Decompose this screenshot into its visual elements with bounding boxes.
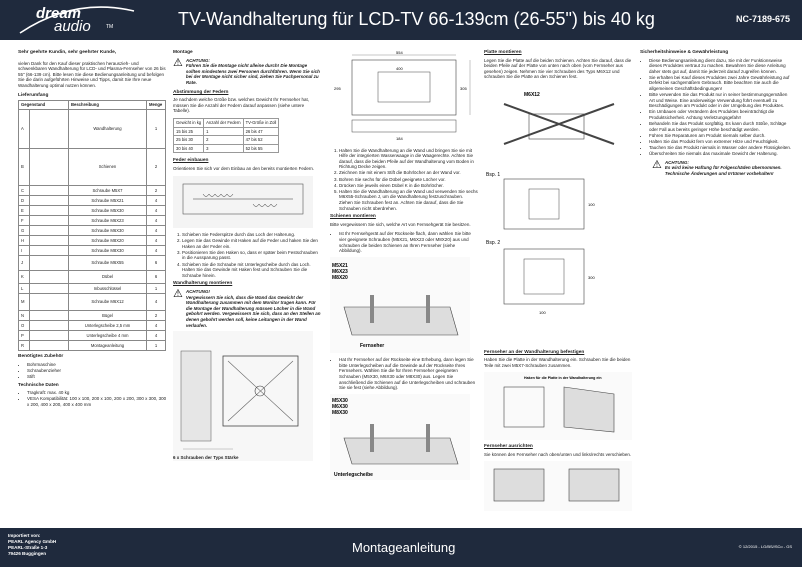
row-key: G [19,226,30,236]
row-qty: 4 [147,226,166,236]
row-desc: Inbusschlüssel [69,284,147,294]
list-item: 1. Halten Sie die Wandhalterung an die Wand und bringen Sie sie mit Hilfe der integrierten Wasserwaage in die Waagerechte. Achten Sie darauf, dass die beiden Pfeile auf der Wandhalterung vom Boden in Richtung Decke zeigen. [339,148,478,170]
row-image [30,149,69,186]
row-desc: Schraube M6X23 [69,216,147,226]
dim-label: 305 [460,86,467,91]
table-row [19,341,166,351]
page-title: TV-Wandhalterung für LCD-TV 66-139cm (26-55") bis 40 kg [178,9,655,29]
figure-label: Fernseher [360,342,385,349]
screw-label: M6X23 [332,268,348,275]
springs-header [174,118,279,127]
row-key: A [19,110,30,149]
delivery-heading: Lieferumfang [18,92,49,98]
col-desc: Beschreibung [69,101,147,110]
dim-label: 300 [588,274,595,280]
column-intro [18,50,168,410]
table-row [19,196,166,206]
table-row [19,149,166,186]
figure-caption: 6 x Schrauben der Typs Stärke [173,454,239,460]
footer-title: Montageanleitung [352,540,456,555]
list-item: 4. Drücken Sie jeweils einen Dübel K in die Bohrlöcher. [339,183,478,189]
cell: 52 bis 55 [243,144,279,153]
list-item: • Hat Ihr Fernseher auf der Rückseite eine Erhebung, dann legen Sie bitte Unterlegscheiben auf die Gewinde auf der Rückseite Ihres Fernsehers. Wählen Sie die für Ihren Fernseher geeigneten Schrauben (M5X30, M6X30 oder M8X30) aus. Legen Sie anschließend die Schienen auf die Unterlegscheiben und schrauben Sie sie fest (siehe Abbildung). [339,357,478,391]
warning-label: ACHTUNG: [664,159,689,165]
warning-icon: ⚠ [652,158,662,171]
springs-text: Je nachdem welche Größe bzw. welches Gewicht Ihr Fernseher hat, müssen Sie die Anzahl der Federn darauf anpassen (siehe untere Tabelle). [173,97,310,114]
table-row [19,236,166,246]
row-desc: Schraube M8X30 [69,246,147,256]
list-item: 3. Positionieren Sie den Haken so, dass er später beim Festschrauben in die Aussparung passt. [182,250,321,261]
list-item: • Sie erhalten bei Kauf dieses Produktes zwei Jahre Gewährleistung auf Defekt bei sachgemäßem Gebrauch. Bitte beachten Sie auch die allgemeinen Geschäftsbedingungen! [649,75,792,92]
warning-label: ACHTUNG! [185,288,210,294]
row-desc: Schraube M8X20 [69,236,147,246]
list-item: • Bitte verwenden Sie das Produkt nur in seiner bestimmungsgemäßen Art und Weise. Eine anderweitige Verwendung führt eventuell zu Beschädigungen am Produkt oder in der Umgebung des Produktes. [649,92,792,109]
example-label: Bsp. 2 [486,239,501,246]
row-image [30,246,69,256]
extras-heading: Benötigtes Zubehör [18,354,64,360]
row-desc: Schraube M5X7 [69,186,147,196]
row-image [30,226,69,236]
wall-heading: Wandhalterung montieren [173,281,233,287]
tv-attach-heading: Fernseher an der Wandhalterung befestigen [484,349,585,355]
table-row [19,331,166,341]
wall-warning [173,289,321,328]
row-qty: 4 [147,196,166,206]
row-qty: 2 [147,311,166,321]
list-item: • Halten Sie das Produkt fern von extremer Hitze und Feuchtigkeit. [649,139,792,145]
table-row [174,144,279,153]
table-row [19,216,166,226]
col-qty: Menge [147,101,166,110]
row-qty: 1 [147,110,166,149]
row-key: B [19,149,30,186]
list-item: 5. Halten Sie die Wandhalterung an die Wand und verwenden Sie sechs M6X55-Schrauben J, um die Wandhalterung festzuschrauben. Ziehen Sie Schrauben fest an. Achten Sie darauf, dass die Sie Schrauben nicht überdrehen. [339,189,478,211]
list-item: 2. Legen Sie das Gewinde mit Haken auf die Feder und haken Sie den Haken an der Feder ein. [182,238,321,249]
column-rails [330,50,478,481]
screw-label: M8X30 [332,409,348,416]
table-row [19,311,166,321]
parts-table-header [19,101,166,110]
column-safety [640,50,792,176]
row-desc: Dübel [69,271,147,284]
row-qty: 2 [147,186,166,196]
table-row [174,127,279,136]
row-key: H [19,236,30,246]
table-row [19,246,166,256]
row-image [30,331,69,341]
list-item: • Überschreiten Sie niemals das maximale Gewicht der Halterung. [649,151,792,157]
row-qty: 4 [147,246,166,256]
row-qty: 2 [147,149,166,186]
row-key: F [19,216,30,226]
table-row [19,284,166,294]
row-qty: 4 [147,206,166,216]
row-image [30,294,69,311]
screw-label: M5X21 [332,262,348,269]
importer-line: PEARL-Straße 1-3 [8,545,48,550]
row-qty: 6 [147,271,166,284]
dim-label: 400 [396,66,403,71]
cell: 3 [204,144,243,153]
warning-text: Führen Sie die Montage nicht alleine durch! Die Montage sollten mindestens zwei Personen durchführen. Wenn Sie sich bei der Montage nicht sicher sind, ziehen Sie Fachpersonal zu Rate. [185,63,320,85]
footer-bar [0,528,802,567]
springs-col-size: TV-Größe in Zoll [243,118,279,127]
row-key: L [19,284,30,294]
align-illustration [484,461,632,511]
wall-steps [330,148,478,212]
importer-line: PEARL Agency GmbH [8,539,57,544]
tech-list [18,390,168,407]
tv-attach-illustration [484,372,632,440]
list-item: • Stift [27,374,168,380]
list-item: • Tragkraft: max. 40 kg [27,390,168,396]
table-row [19,206,166,216]
safety-warning [652,160,792,177]
insert-text: Orientieren Sie sich vor dem Einbau an den bereits montierten Federn. [173,165,315,171]
row-qty: 4 [147,216,166,226]
flat-tv-illustration [330,257,470,353]
row-key: D [19,196,30,206]
screw-label: M6X12 [524,91,540,98]
montage-warning [173,58,321,86]
product-code: NC-7189-675 [735,14,790,24]
list-item: 3. Bohren Sie sechs für die Dübel geeignete Löcher vor. [339,177,478,183]
table-row [19,321,166,331]
align-heading: Fernseher ausrichten [484,443,533,449]
col-item: Gegenstand [19,101,69,110]
table-row [19,294,166,311]
screw-label: M6X30 [332,403,348,410]
cell: 1 [204,127,243,136]
dim-label: 554 [396,50,403,55]
rails-bullet-2 [330,357,478,391]
row-image [30,284,69,294]
warning-label: ACHTUNG: [185,57,210,63]
importer-line: 79426 Buggingen [8,551,47,556]
table-row [19,271,166,284]
montage-heading: Montage [173,50,193,55]
logo-text-top: dream [36,5,82,22]
column-plate [484,50,632,513]
row-key: P [19,331,30,341]
greeting: Sehr geehrte Kundin, sehr geehrter Kunde, [18,50,117,55]
cell: 47 bis 52 [243,136,279,145]
dim-label: 184 [396,136,403,141]
list-item: • Ist Ihr Fernsehgerät auf der Rückseite flach, dann wählen Sie bitte vier geeignete Schrauben (M5X21, M6X23 oder M8X20) aus und schrauben die beiden Schienen an Ihren Fernseher (siehe Abbildung). [339,231,478,253]
rails-text: Bitte vergewissern Sie sich, welche Art von Fernsehgerät Sie besitzen. [330,221,471,227]
row-desc: Schraube M5X21 [69,196,147,206]
row-desc: Bügel [69,311,147,321]
example-label: Bsp. 1 [486,171,501,178]
row-desc: Schraube M6X30 [69,226,147,236]
row-qty: 4 [147,321,166,331]
row-image [30,321,69,331]
insert-steps [173,232,321,278]
warning-icon: ⚠ [173,287,183,300]
figure-label: Haken für die Platte in der Wandhalterung ein [524,376,602,381]
logo-text-bottom: audio [54,18,91,35]
row-image [30,206,69,216]
plate-heading: Platte montieren [484,50,522,55]
intro-text: vielen Dank für den Kauf dieser praktischen herauszieh- und schwenkbaren Wandhalterung für LCD- und Plasma-Fernseher von 26 bis 55" (66-139 cm). Bitte lesen Sie diese Bedienungsanleitung und befolgen Sie die darin aufgeführten Hinweise und Tipps, damit Sie Ihre neue Wandhalterung optimal nutzen können. [18,60,166,88]
dim-label: 295 [334,86,341,91]
row-desc: Montageanleitung [69,341,147,351]
row-desc: Wandhalterung [69,110,147,149]
list-item: 2. Zeichnen Sie mit einem Stift die Bohrlöcher an der Wand vor. [339,170,478,176]
row-key: E [19,206,30,216]
row-image [30,256,69,271]
importer-info [8,533,56,557]
row-image [30,236,69,246]
rails-heading: Schienen montieren [330,214,376,220]
row-qty: 4 [147,294,166,311]
springs-table [173,118,279,153]
row-key: C [19,186,30,196]
list-item: • Tauchen Sie das Produkt niemals in Wasser oder andere Flüssigkeiten. [649,145,792,151]
parts-table [18,100,166,351]
plate-text: Legen Sie die Platte auf die beiden Schienen. Achten Sie darauf, dass die beiden Pfeile auf der Platte von unten nach oben (vom Fernseher aus gesehen) zeigen. Nehmen Sie vier Schrauben des Typs M6X12 und schrauben Sie die Platte an den Schienen fest. [484,57,632,80]
row-image [30,110,69,149]
cell: 26 bis 47 [243,127,279,136]
brand-logo [14,3,154,37]
list-item: 1. Schieben Sie Federspitze durch das Loch der Halterung. [182,232,321,238]
springs-col-weight: Gewicht in kg [174,118,204,127]
springs-col-count: Anzahl der Federn [204,118,243,127]
row-desc: Schienen [69,149,147,186]
list-item: • VESA Kompatibilität: 100 x 100, 200 x 100, 200 x 200, 300 x 300, 300 x 200, 400 x 200, 400 x 400 mm [27,396,168,407]
row-key: N [19,311,30,321]
screw-label: M5X30 [332,397,348,404]
row-qty: 1 [147,341,166,351]
row-image [30,186,69,196]
cell: 15 bis 25 [174,127,204,136]
cell: 25 bis 30 [174,136,204,145]
safety-list [640,58,792,157]
row-key: K [19,271,30,284]
dim-label: 100 [539,309,546,315]
row-desc: Unterlegscheibe 2,5 mm [69,321,147,331]
row-image [30,341,69,351]
list-item: • Schraubenzieher [27,368,168,374]
wall-bracket-drawing [330,50,478,142]
table-row [19,110,166,149]
extras-list [18,362,168,380]
row-qty: 4 [147,236,166,246]
footer-copyright: © 12/2015 - LG/BS//SCo - GS [738,544,792,549]
row-desc: Schraube M6X12 [69,294,147,311]
list-item: 4. Schieben Sie die Schraube mit Unterlegscheibe durch das Loch. Halten Sie das Gewinde mit Haken fest und Schrauben Sie die Schraube hinein. [182,262,321,279]
row-key: R [19,341,30,351]
logo-trademark: TM [106,24,114,30]
curved-tv-illustration [330,394,470,480]
importer-label: Importiert von: [8,533,41,538]
cell: 2 [204,136,243,145]
list-item: • Ein Umbauen oder Verändern des Produktes beeinträchtigt die Produktsicherheit. Achtung Verletzungsgefahr! [649,109,792,120]
row-desc: Schraube M5X30 [69,206,147,216]
figure-label: Unterlegscheibe [334,471,373,478]
row-qty: 4 [147,331,166,341]
row-image [30,311,69,321]
row-image [30,196,69,206]
row-image [30,271,69,284]
rails-bullet-1 [330,231,478,253]
row-key: J [19,256,30,271]
list-item: • Diese Bedienungsanleitung dient dazu, Sie mit der Funktionsweise dieses Produktes vertraut zu machen. Bewahren Sie diese Anleitung daher stets gut auf, damit Sie jederzeit darauf zugreifen können. [649,58,792,75]
plate-illustrations [484,84,632,346]
list-item: • Bohrmaschine [27,362,168,368]
safety-heading: Sicherheitshinweise & Gewährleistung [640,50,729,55]
warning-icon: ⚠ [173,56,183,69]
spring-illustration [173,176,313,228]
row-desc: Unterlegscheibe 4 mm [69,331,147,341]
table-row [19,186,166,196]
table-row [19,256,166,271]
header-bar [0,0,802,40]
cell: 30 bis 40 [174,144,204,153]
table-row [19,226,166,236]
screw-label: M8X20 [332,274,348,281]
springs-heading: Abstimmung der Federn [173,89,229,95]
warning-text: Es wird keine Haftung für Folgeschäden übernommen. Technische Änderungen und Irrtümer vorbehalten! [664,165,782,176]
row-key: O [19,321,30,331]
wall-mount-illustration [173,331,313,461]
column-montage [173,50,321,460]
row-desc: Schraube M6X55 [69,256,147,271]
tv-attach-text: Haben Sie die Platte in der Wandhalterung ein. Schrauben Sie die beiden Teile mit zwei M5X7-Schrauben zusammen. [484,357,631,368]
row-image [30,216,69,226]
list-item: • Führen Sie Reparaturen am Produkt niemals selber durch. [649,133,792,139]
warning-text: Vergewissern Sie sich, dass die Wand das Gewicht der Wandhalterung zusammen mit dem Monitor tragen kann. Für die Montage der Wandhalterung müssen Löcher in die Wand gebohrt werden. Vergewissern Sie sich, dass an den Stellen an denen gebohrt werden soll, keine Leitungen in der Wand verlaufen. [185,294,321,328]
dim-label: 100 [588,201,595,207]
row-key: I [19,246,30,256]
tech-heading: Technische Daten [18,382,59,388]
insert-heading: Feder einbauen [173,158,209,164]
table-row [174,136,279,145]
row-qty: 1 [147,284,166,294]
align-text: Sie können den Fernseher nach oben/unten und links/rechts verschieben. [484,451,632,457]
list-item: • Behandeln Sie das Produkt sorgfältig. Es kann durch Stöße, Schläge oder Fall aus bereits geringer Höhe beschädigt werden. [649,121,792,132]
row-key: M [19,294,30,311]
row-qty: 6 [147,256,166,271]
